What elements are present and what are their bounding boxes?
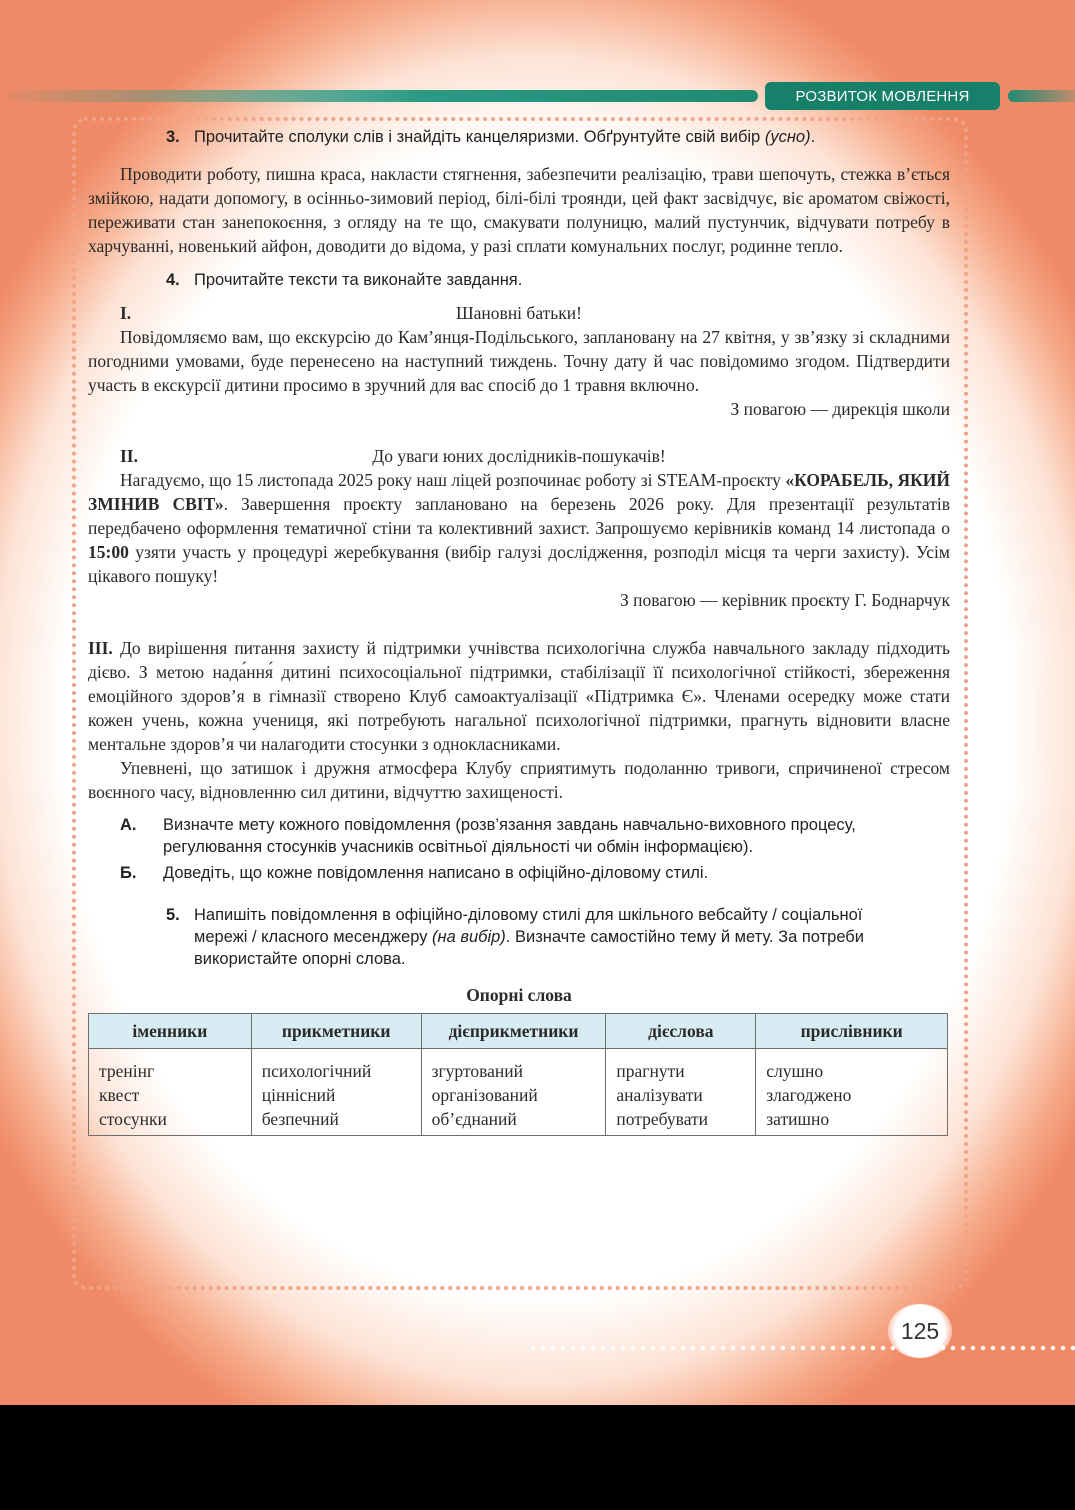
table-cell bbox=[251, 1049, 421, 1136]
word: злагоджено bbox=[766, 1085, 852, 1105]
word: стосунки bbox=[99, 1109, 167, 1129]
task-number: 3. bbox=[166, 128, 180, 146]
table-cell bbox=[606, 1049, 756, 1136]
task-number: 5. bbox=[166, 906, 180, 924]
text-2-part: . Завершення проєкту заплановано на березень 2026 року. Для презентації результатів передбачено оформлення тематичної стіни та колективний захист. Запрошуємо керівників команд 14 листопада о bbox=[88, 494, 950, 538]
header-cell: іменники bbox=[89, 1014, 252, 1049]
text-2-body bbox=[88, 468, 950, 588]
header-cell: прислівники bbox=[756, 1014, 948, 1049]
subtask-text: Визначте мету кожного повідомлення (розв’язання завдань навчально-виховного процесу, регулювання стосунків учасників освітньої діяльності чи обмін інформацією). bbox=[163, 816, 856, 856]
table-cell bbox=[421, 1049, 606, 1136]
subtask-letter: А. bbox=[120, 816, 137, 834]
section-label: РОЗВИТОК МОВЛЕННЯ bbox=[765, 82, 1000, 110]
word: згуртований bbox=[431, 1061, 524, 1081]
subtask-letter: Б. bbox=[120, 864, 137, 882]
table-caption: Опорні слова bbox=[466, 985, 572, 1005]
project-name: «КОРАБЕЛЬ, ЯКИЙ ЗМІНИВ СВІТ» bbox=[88, 470, 950, 514]
word: тренінг bbox=[99, 1061, 155, 1081]
task-text: Прочитайте сполуки слів і знайдіть канцеляризми. Обґрунтуйте свій вибір bbox=[194, 128, 761, 146]
subtask-text: Доведіть, що кожне повідомлення написано в офіційно-діловому стилі. bbox=[163, 864, 709, 882]
subtask-b bbox=[88, 862, 950, 884]
header-cell: дієприкметники bbox=[421, 1014, 606, 1049]
text-1-heading bbox=[88, 301, 950, 325]
header-cell: дієслова bbox=[606, 1014, 756, 1049]
page-number: 125 bbox=[888, 1304, 952, 1358]
task-3-instruction bbox=[88, 126, 950, 148]
text-1-signature: З повагою — дирекція школи bbox=[730, 399, 950, 419]
table-cell bbox=[89, 1049, 252, 1136]
text-number: II. bbox=[120, 446, 138, 466]
task-3-body: Проводити роботу, пишна краса, накласти стягнення, забезпечити реалізацію, трави шепочуть, стежка в’ється змійкою, надати допомогу, в осінньо-зимовий період, білі-білі троянди, цей факт засвідчує, віє ароматом свіжості, переживати стан занепокоєння, з огляду на те що, смакувати полуницю, малий пустунчик, відчувати потребу в харчуванні, новенький айфон, доводити до відома, у разі сплати комунальних послуг, родинне тепло. bbox=[88, 164, 950, 256]
table-cell bbox=[756, 1049, 948, 1136]
word: квест bbox=[99, 1085, 140, 1105]
task-text: . Визначте самостійно тему й мету. За потреби використайте опорні слова. bbox=[194, 928, 864, 968]
header-stripe-right bbox=[1008, 90, 1075, 102]
table-header-row bbox=[89, 1014, 948, 1049]
table-row bbox=[89, 1049, 948, 1136]
text-1-body: Повідомляємо вам, що екскурсію до Кам’янця-Подільського, заплановану на 27 квітня, у зв’язку зі складними погодними умовами, буде перенесено на наступний тиждень. Точну дату й час повідомимо згодом. Підтвердити участь в екскурсії дитини просимо в зручний для вас спосіб до 1 травня включно. bbox=[88, 327, 950, 395]
header-cell: прикметники bbox=[251, 1014, 421, 1049]
footer-dots bbox=[528, 1345, 1075, 1351]
task-note: (на вибір) bbox=[432, 928, 506, 946]
text-2-part: узяти участь у процедурі жеребкування (вибір галузі дослідження, розподіл місця та черги захисту). Усім цікавого пошуку! bbox=[88, 542, 950, 586]
text-2-heading bbox=[88, 444, 950, 468]
meeting-time: 15:00 bbox=[88, 542, 129, 562]
task-text: Напишіть повідомлення в офіційно-діловому стилі для шкільного вебсайту / соціальної мережі / класного месенджеру bbox=[194, 906, 863, 946]
word: потребувати bbox=[616, 1109, 709, 1129]
word: прагнути bbox=[616, 1061, 685, 1081]
task-4-instruction bbox=[88, 269, 950, 291]
task-punct: . bbox=[810, 128, 816, 146]
word: безпечний bbox=[261, 1109, 339, 1129]
header-stripe-left bbox=[8, 90, 758, 102]
subtask-a bbox=[88, 814, 950, 858]
page-content bbox=[88, 126, 950, 1136]
word: слушно bbox=[766, 1061, 824, 1081]
text-number: III. bbox=[88, 638, 113, 658]
task-5-instruction bbox=[88, 904, 950, 970]
word: об’єднаний bbox=[431, 1109, 517, 1129]
text-3-paragraph-2: Упевнені, що затишок і дружня атмосфера Клубу сприятимуть подоланню тривоги, спричиненої стресом воєнного часу, відновленню сил дитини, відчуттю захищеності. bbox=[88, 758, 950, 802]
text-title: Шановні батьки! bbox=[456, 303, 582, 323]
text-number: I. bbox=[120, 303, 132, 323]
task-text: Прочитайте тексти та виконайте завдання. bbox=[194, 271, 523, 289]
word: організований bbox=[431, 1085, 538, 1105]
text-3-body: До вирішення питання захисту й підтримки учнівства психологічна служба навчального закладу підходить дієво. З метою нада́ння́ дитині психосоціальної підтримки, стабілізації її психологічної стійкості, збереження емоційного здоров’я в гімназії створено Клуб самоактуалізації «Підтримка Є». Членами осередку може стати кожен учень, кожна учениця, які потребують нагальної психологічної підтримки, прагнуть відновити власне ментальне здоров’я чи налагодити стосунки з однокласниками. bbox=[88, 638, 950, 754]
task-number: 4. bbox=[166, 271, 180, 289]
task-note: (усно) bbox=[764, 128, 811, 146]
text-2-part: Нагадуємо, що 15 листопада 2025 року наш ліцей розпочинає роботу зі STEAM-проєкту bbox=[120, 470, 786, 490]
support-words-table bbox=[88, 1013, 948, 1136]
word: аналізувати bbox=[616, 1085, 703, 1105]
text-2-signature: З повагою — керівник проєкту Г. Боднарчук bbox=[620, 590, 950, 610]
word: психологічний bbox=[261, 1061, 372, 1081]
word: ціннісний bbox=[261, 1085, 336, 1105]
text-title: До уваги юних дослідників-пошукачів! bbox=[372, 446, 666, 466]
text-3-paragraph-1 bbox=[88, 636, 950, 756]
word: затишно bbox=[766, 1109, 830, 1129]
